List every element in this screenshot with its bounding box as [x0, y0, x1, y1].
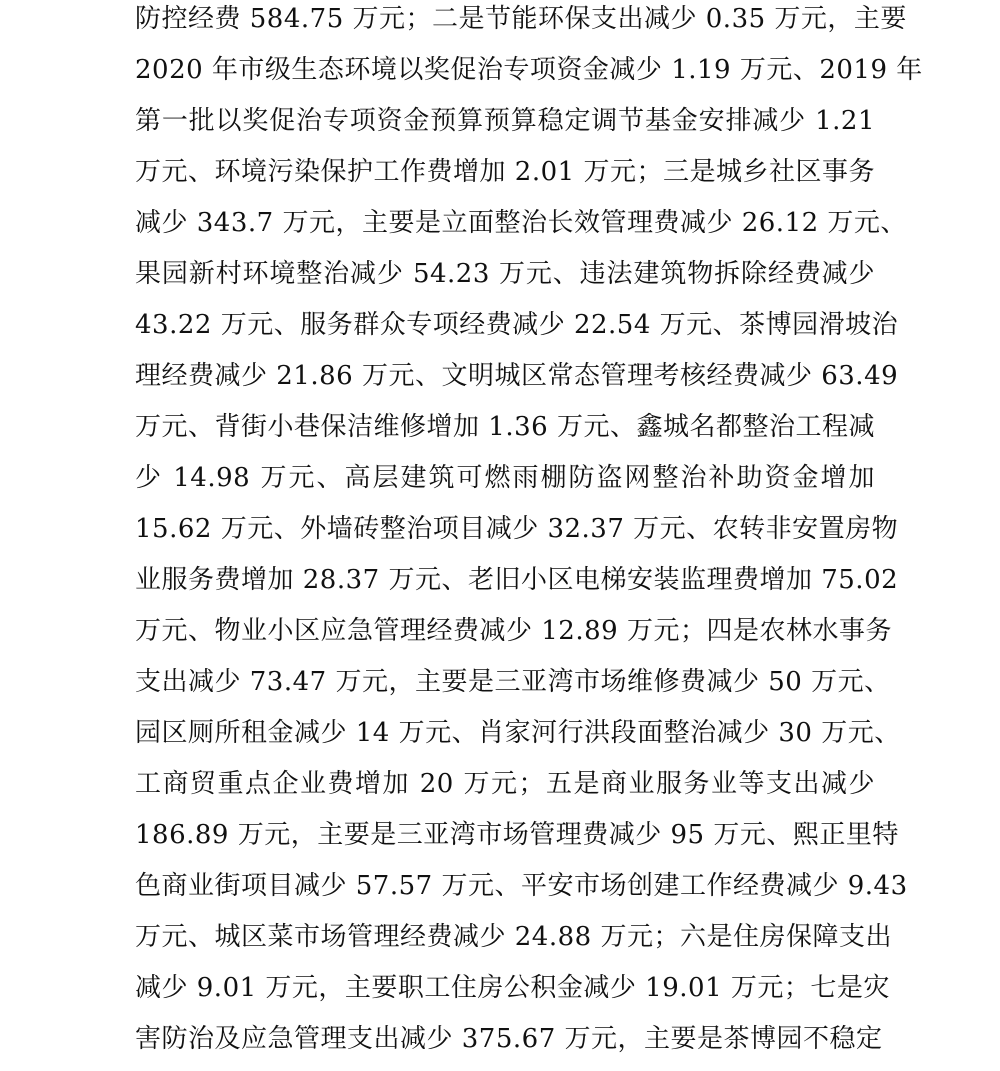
text-line: 理经费减少 21.86 万元、文明城区常态管理考核经费减少 63.49 [135, 361, 899, 391]
text-line: 少 14.98 万元、高层建筑可燃雨棚防盗网整治补助资金增加 [135, 463, 875, 493]
text-line: 害防治及应急管理支出减少 375.67 万元，主要是茶博园不稳定 [135, 1024, 883, 1054]
text-line: 15.62 万元、外墙砖整治项目减少 32.37 万元、农转非安置房物 [135, 514, 899, 544]
text-line: 业服务费增加 28.37 万元、老旧小区电梯安装监理费增加 75.02 [135, 565, 899, 595]
text-line: 第一批以奖促治专项资金预算预算稳定调节基金安排减少 1.21 [135, 106, 875, 136]
text-line: 果园新村环境整治减少 54.23 万元、违法建筑物拆除经费减少 [135, 259, 875, 289]
text-line: 万元、环境污染保护工作费增加 2.01 万元；三是城乡社区事务 [135, 157, 875, 187]
text-line: 减少 343.7 万元，主要是立面整治长效管理费减少 26.12 万元、 [135, 208, 907, 238]
text-line: 43.22 万元、服务群众专项经费减少 22.54 万元、茶博园滑坡治 [135, 310, 899, 340]
body-text [135, 0, 923, 1071]
text-line: 万元、背街小巷保洁维修增加 1.36 万元、鑫城名都整治工程减 [135, 412, 875, 442]
text-line: 防控经费 584.75 万元；二是节能环保支出减少 0.35 万元，主要 [135, 4, 907, 34]
text-line: 万元、城区菜市场管理经费减少 24.88 万元；六是住房保障支出 [135, 922, 892, 952]
text-line: 支出减少 73.47 万元，主要是三亚湾市场维修费减少 50 万元、 [135, 667, 891, 697]
text-line: 减少 9.01 万元，主要职工住房公积金减少 19.01 万元；七是灾 [135, 973, 890, 1003]
text-line: 园区厕所租金减少 14 万元、肖家河行洪段面整治减少 30 万元、 [135, 718, 901, 748]
text-line: 万元、物业小区应急管理经费减少 12.89 万元；四是农林水事务 [135, 616, 892, 646]
text-line: 186.89 万元，主要是三亚湾市场管理费减少 95 万元、熙正里特 [135, 820, 899, 850]
text-line: 工商贸重点企业费增加 20 万元；五是商业服务业等支出减少 [135, 769, 875, 799]
text-line: 色商业街项目减少 57.57 万元、平安市场创建工作经费减少 9.43 [135, 871, 908, 901]
text-line: 2020 年市级生态环境以奖促治专项资金减少 1.19 万元、2019 年 [135, 55, 923, 85]
